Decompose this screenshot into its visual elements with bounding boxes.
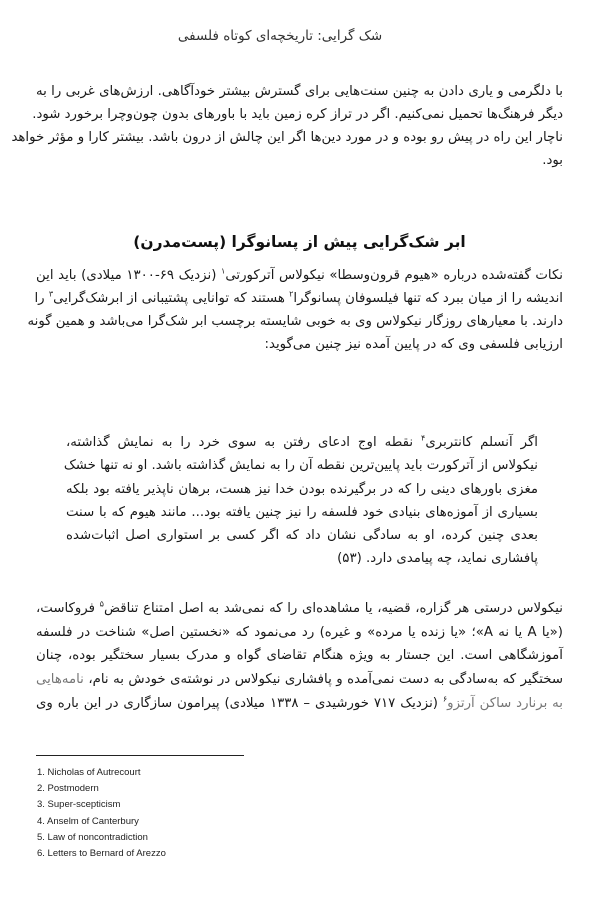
- text-line: دارند. با معیارهای روزگار نیکولاس وی به خوبی شایسته برچسب ابر شک‌گرا می‌باشد و همین گونه: [27, 314, 563, 329]
- text-line: بعدی چنین کرده، او به سادگی نشان داد که اگر کسی بر استواری اصل اثبات‌شده: [66, 528, 538, 544]
- section-paragraph: [27, 264, 564, 356]
- text-line: دیگر فرهنگ‌ها تحمیل نمی‌کنیم. اگر در تراز کره زمین باید با باورهای بدون چون‌وچرا برخورد شود.: [32, 107, 563, 122]
- footnote-item: 5. Law of noncontradiction: [37, 831, 148, 843]
- footnote-item: 6. Letters to Bernard of Arezzo: [37, 847, 166, 859]
- text-line: نیکولاس درستی هر گزاره، قضیه، یا مشاهده‌ای را که نمی‌شد به اصل امتناع تناقض$^۵$ فروکاست،: [36, 599, 563, 616]
- body-paragraph: [36, 597, 563, 715]
- footnote-ref: ۴: [421, 433, 426, 443]
- text-line: بود.: [542, 153, 563, 168]
- text-line: نیکولاس از آترکورت باید پایین‌ترین نقطه آن را به نمایش گذاشته باشد. او نه تنها خشک: [63, 458, 538, 474]
- text-line: اگر آنسلم کانتربری$^۴$ نقطه اوج ادعای رفتن به سوی خرد را به نمایش گذاشته،: [66, 433, 539, 450]
- footnote-ref: ۵: [99, 599, 104, 609]
- footnote-item: 1. Nicholas of Autrecourt: [37, 767, 141, 778]
- block-quote: [63, 431, 539, 571]
- text-line: اندیشه را از میان ببرد که تنها فیلسوفان پسانوگرا$^۲$ هستند که توانایی پشتیبانی از ابرشک‌گرایی$^۳$ را: [34, 289, 563, 306]
- text-line: ناچار این راه در پیش رو بوده و در مورد دین‌ها اگر این چالش از درون باشد. بیشتر کارا و مؤثر خواهد: [11, 130, 563, 145]
- text-line: با دلگرمی و یاری دادن به چنین سنت‌هایی برای گسترش بیشتر خودآگاهی. ارزش‌های غربی را به: [36, 84, 563, 99]
- footnote-item: 2. Postmodern: [37, 783, 99, 795]
- footnote-ref: ۲: [289, 289, 294, 299]
- text-line: بسیاری از آموزه‌های بنیادی خود فلسفه را نیز چنین یافته بود... مانند هیوم که با سنت: [66, 504, 538, 520]
- footnotes-list: [37, 765, 337, 862]
- footnote-ref: ۶: [442, 694, 448, 704]
- text-line: مغزی باورهای دینی را که در برگیرنده بودن خدا نیز هست، برهان ناپذیر یافته بود بلکه: [66, 481, 538, 497]
- footnote-item: 3. Super-scepticism: [37, 799, 121, 811]
- text-line: نکات گفته‌شده درباره «هیوم قرون‌وسطا» نیکولاس آترکورتی$^۱$ (نزدیک ۶۹-۱۳۰۰ میلادی) باید این: [36, 266, 564, 283]
- footnote-divider: [36, 755, 244, 756]
- text-line: به برنارد ساکن آرتزو$^۶$ (نزدیک ۷۱۷ خورشیدی – ۱۳۳۸ میلادی) پیرامون سازگاری در این باره وی: [36, 694, 563, 711]
- footnote-ref: ۱: [221, 266, 226, 276]
- text-line: سختگیر که به‌سادگی به دست نمی‌آمده و پافشاری نیکولاس در نوشته‌ی خودش به نام، نامه‌هایی: [36, 672, 564, 688]
- text-line: پافشاری نماید، چه پیامدی دارد. (۵۳): [337, 551, 538, 567]
- intro-paragraph: [11, 80, 563, 172]
- text-line: («یا A یا نه A»؛ «یا زنده یا مرده» و غیره) رد می‌نمود که «نخستین اصل» شناخت در فلسفه: [36, 624, 563, 640]
- footnote-item: 4. Anselm of Canterbury: [37, 815, 139, 827]
- text-line: آموزشگاهی است. این جستار به ویژه هنگام تقاضای گواه و مدرک بسیار سختگیر بوده، چنان: [36, 648, 563, 664]
- text-line: ارزیابی فلسفی وی که در پایین آمده نیز چنین می‌گوید:: [264, 337, 563, 352]
- footnote-ref: ۳: [48, 289, 54, 299]
- section-heading: ابر شک‌گرایی پیش از پسانوگرا (پست‌مدرن): [133, 233, 466, 251]
- running-header: شک گرایی: تاریخچه‌ای کوتاه فلسفی: [177, 28, 383, 44]
